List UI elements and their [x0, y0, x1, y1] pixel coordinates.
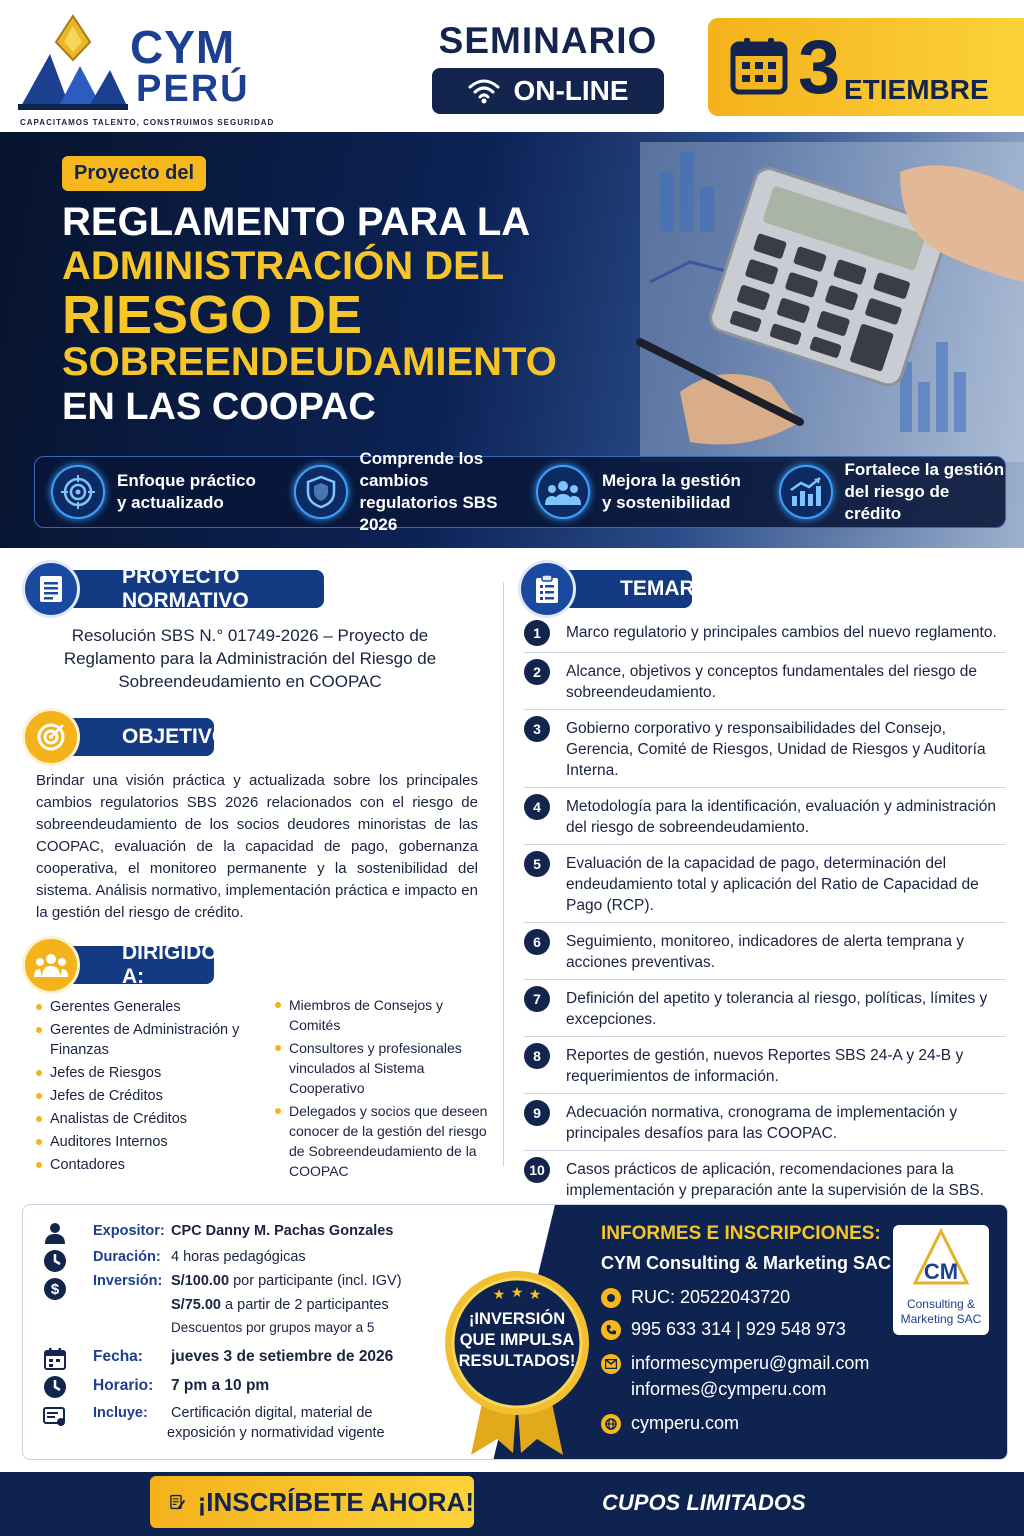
inversion-row2 [171, 1297, 389, 1313]
cm-logo-text [893, 1297, 989, 1327]
register-now-label[interactable]: ¡INSCRÍBETE AHORA! [197, 1486, 474, 1517]
cym-peru-logo[interactable] [18, 12, 275, 130]
ruc-row [601, 1287, 790, 1308]
temario-item [524, 661, 1006, 710]
list-item: Contadores [34, 1155, 262, 1175]
resolucion-text [40, 624, 460, 693]
duracion-label: Duración: [93, 1249, 161, 1265]
cm-logo-letters: CM [923, 1259, 959, 1284]
phone-icon [601, 1320, 621, 1340]
email-row[interactable] [601, 1353, 869, 1374]
expositor-row [93, 1223, 393, 1239]
feature-2-line1: Comprende los cambios [359, 449, 484, 490]
proyecto-section-header [52, 565, 324, 612]
resolucion-line1: Resolución SBS N.° 01749-2026 – Proyecto de [71, 626, 429, 645]
logo-mark-icon [18, 12, 128, 112]
event-date-box [708, 18, 1024, 116]
temario-text: Definición del apetito y tolerancia al riesgo, políticas, límites y excepciones. [566, 990, 988, 1028]
temario-number: 3 [524, 716, 550, 742]
people-icon [22, 936, 80, 994]
fecha-row [93, 1348, 393, 1366]
badge-line1: ¡INVERSIÓN [468, 1310, 566, 1328]
list-item: Auditores Internos [34, 1132, 262, 1152]
list-item: Consultores y profesionales vinculados al Sistema Cooperativo [273, 1038, 495, 1098]
phone-numbers[interactable]: 995 633 314 | 929 548 973 [631, 1319, 846, 1339]
fecha-label: Fecha: [93, 1348, 143, 1365]
inversion-label: Inversión: [93, 1273, 163, 1289]
feature-2-line2: regulatorios SBS 2026 [359, 493, 498, 534]
person-icon [43, 1221, 67, 1245]
ruc-value: RUC: 20522043720 [631, 1287, 791, 1307]
globe-icon [601, 1414, 621, 1434]
temario-number: 9 [524, 1100, 550, 1126]
duracion-value: 4 horas pedagógicas [171, 1249, 306, 1265]
people-icon [536, 465, 590, 519]
incluye-line2: exposición y normatividad vigente [167, 1425, 385, 1441]
svg-text:★: ★ [510, 1284, 524, 1300]
incluye-row2 [167, 1425, 385, 1441]
temario-item [524, 718, 1006, 788]
event-type: SEMINARIO [438, 20, 658, 61]
cm-logo-line1: Consulting & [906, 1297, 976, 1311]
temario-item [524, 622, 1006, 653]
feature-item [35, 457, 278, 527]
badge-line2: QUE IMPULSA [459, 1331, 575, 1349]
list-item: Miembros de Consejos y Comités [273, 995, 495, 1035]
duracion-row [93, 1249, 306, 1265]
fecha-value: jueves 3 de setiembre de 2026 [171, 1348, 394, 1365]
badge-line3: RESULTADOS! [458, 1352, 576, 1370]
incluye-label: Incluye: [93, 1405, 148, 1421]
list-item: Delegados y socios que deseen conocer de la gestión del riesgo de Sobreendeudamiento de la COOPAC [273, 1101, 495, 1181]
event-info-panel [22, 1204, 1008, 1460]
temario-number: 7 [524, 986, 550, 1012]
clipboard-icon [518, 560, 576, 618]
list-item: Analistas de Créditos [34, 1109, 262, 1129]
horario-row [93, 1377, 269, 1395]
wifi-icon [467, 78, 501, 104]
document-icon [22, 560, 80, 618]
column-divider [503, 582, 504, 1166]
hero-title-line5: EN LAS COOPAC [62, 386, 376, 428]
hero-banner [0, 132, 1024, 548]
inversion-price1: S/100.00 [171, 1273, 230, 1289]
inversion-price2: S/75.00 [171, 1297, 221, 1313]
dirigido-list-col2 [273, 995, 495, 1184]
temario-item [524, 853, 1006, 923]
feature-1-line2: y actualizado [117, 493, 224, 512]
website[interactable]: cymperu.com [631, 1413, 740, 1433]
expositor-value: CPC Danny M. Pachas Gonzales [171, 1223, 394, 1239]
temario-number: 8 [524, 1043, 550, 1069]
temario-text: Alcance, objetivos y conceptos fundamentales del riesgo de sobreendeudamiento. [566, 663, 977, 701]
list-item: Jefes de Riesgos [34, 1063, 262, 1083]
feature-item [520, 457, 763, 527]
growth-chart-icon [779, 465, 833, 519]
temario-list [524, 622, 1006, 1215]
horario-label: Horario: [93, 1377, 154, 1394]
temario-number: 10 [524, 1157, 550, 1183]
incluye-row [93, 1405, 372, 1421]
list-item: Gerentes Generales [34, 997, 262, 1017]
clock-icon [43, 1375, 67, 1399]
svg-text:$: $ [50, 1281, 60, 1298]
temario-number: 2 [524, 659, 550, 685]
edit-form-icon [170, 1485, 186, 1519]
header [0, 0, 1024, 132]
feature-4-line1: Fortalece la gestión [844, 460, 1005, 479]
event-mode: ON-LINE [513, 75, 629, 106]
feature-3-line2: y sostenibilidad [602, 493, 731, 512]
calendar-icon [43, 1347, 67, 1371]
feature-item [278, 449, 521, 534]
temario-text: Seguimiento, monitoreo, indicadores de alerta temprana y acciones preventivas. [566, 933, 965, 971]
date-month: ETIEMBRE [844, 74, 989, 105]
temario-item [524, 1045, 1006, 1094]
online-badge [432, 68, 664, 114]
shield-icon [294, 465, 348, 519]
seminario-block [430, 20, 666, 114]
inversion-desc2: a partir de 2 participantes [225, 1297, 389, 1313]
email-secondary[interactable]: informes@cymperu.com [631, 1379, 827, 1399]
calculator-hands-illustration [600, 132, 1024, 462]
logo-tagline: CAPACITAMOS TALENTO, CONSTRUIMOS SEGURIDAD [20, 118, 275, 127]
temario-item [524, 796, 1006, 845]
temario-number: 4 [524, 794, 550, 820]
contact-title: INFORMES E INSCRIPCIONES: [601, 1223, 881, 1244]
temario-number: 5 [524, 851, 550, 877]
clock-icon [43, 1249, 67, 1273]
proyecto-title: PROYECTO NORMATIVO [122, 565, 249, 612]
hero-pill: Proyecto del [62, 156, 206, 191]
cym-consulting-logo [893, 1225, 989, 1335]
temario-number: 1 [524, 620, 550, 646]
list-item: Gerentes de Administración y Finanzas [34, 1020, 262, 1060]
temario-text: Adecuación normativa, cronograma de implementación y principales desafíos para las COOPAC. [566, 1104, 958, 1142]
list-item: Jefes de Créditos [34, 1086, 262, 1106]
incluye-line1: Certificación digital, material de [171, 1405, 373, 1421]
cm-logo-line2: Marketing SAC [900, 1312, 982, 1326]
feature-item [763, 457, 1006, 527]
logo-name-top: CYM [130, 21, 236, 73]
target-icon [51, 465, 105, 519]
email-row-2[interactable] [631, 1379, 826, 1400]
horario-value: 7 pm a 10 pm [171, 1377, 270, 1394]
objetivos-title: OBJETIVOS [122, 725, 243, 748]
dollar-icon [43, 1277, 67, 1301]
register-now-button[interactable] [150, 1476, 474, 1528]
feature-strip [34, 449, 1006, 534]
date-number: 3 [798, 25, 841, 110]
footer [0, 1472, 1024, 1536]
resolucion-line2: Reglamento para la Administración del Riesgo de [63, 649, 437, 668]
email-primary[interactable]: informescymperu@gmail.com [631, 1353, 870, 1373]
resolucion-line3: Sobreendeudamiento en COOPAC [118, 672, 382, 691]
svg-text:★: ★ [492, 1286, 506, 1302]
temario-item [524, 931, 1006, 980]
mail-icon [601, 1354, 621, 1374]
hero-title-line2: ADMINISTRACIÓN DEL [62, 244, 505, 288]
temario-text: Casos prácticos de aplicación, recomendaciones para la implementación y preparación ante la supervisión de la SBS. [566, 1161, 984, 1199]
temario-item [524, 1159, 1006, 1207]
temario-item [524, 988, 1006, 1037]
temario-title: TEMARIO [620, 577, 717, 600]
temario-number: 6 [524, 929, 550, 955]
inversion-row [93, 1273, 402, 1289]
logo-name-bottom: PERÚ [136, 68, 250, 110]
inversion-desc3: Descuentos por grupos mayor a 5 [171, 1320, 375, 1335]
temario-text: Metodología para la identificación, evaluación y administración del riesgo de sobreendeudamiento. [566, 798, 996, 836]
feature-4-line2: del riesgo de crédito [844, 482, 950, 523]
inversion-desc1: por participante (incl. IGV) [233, 1273, 402, 1289]
feature-3-line1: Mejora la gestión [602, 471, 741, 490]
dirigido-list-col1 [34, 997, 262, 1178]
phone-row[interactable] [601, 1319, 846, 1340]
temario-text: Reportes de gestión, nuevos Reportes SBS 24-A y 24-B y requerimientos de información. [566, 1047, 964, 1085]
dirigido-title: DIRIGIDO A: [122, 941, 218, 988]
temario-text: Evaluación de la capacidad de pago, determinación del endeudamiento total y aplicación del Ratio de Capacidad de Pago (RCP). [566, 855, 979, 914]
id-badge-icon [601, 1288, 621, 1308]
certificate-icon [43, 1405, 67, 1429]
feature-1-line1: Enfoque práctico [117, 471, 256, 490]
hero-title-line4: SOBREENDEUDAMIENTO [62, 340, 557, 384]
target-icon [22, 708, 80, 766]
contact-company: CYM Consulting & Marketing SAC [601, 1253, 892, 1273]
temario-text: Gobierno corporativo y responsaibilidades del Consejo, Gerencia, Comité de Riesgos, Unidad de Riesgos y Auditoría Interna. [566, 720, 986, 779]
hero-title-line1: REGLAMENTO PARA LA [62, 200, 531, 244]
expositor-label: Expositor: [93, 1223, 165, 1239]
investment-badge [441, 1269, 593, 1457]
badge-text [441, 1309, 593, 1372]
cm-logo-mark-icon [893, 1225, 989, 1297]
objetivos-text: Brindar una visión práctica y actualizada sobre los principales cambios regulatorios SBS 2026 relacionados con el riesgo de sobreendeudamiento de los socios deudores minoristas de las COOPAC, evaluación de la capacidad de pago, gobernanza cooperativa, el monitoreo permanente y la sostenibilidad del sistema. Análisis normativo, implementación práctica e impacto en la gestión del riesgo de crédito. [36, 772, 478, 921]
hero-title-line3: RIESGO DE [62, 285, 363, 345]
temario-text: Marco regulatorio y principales cambios del nuevo reglamento. [566, 624, 997, 641]
inversion-row3 [171, 1320, 374, 1335]
limited-seats-note: CUPOS LIMITADOS [602, 1490, 806, 1515]
calendar-icon [730, 36, 788, 96]
svg-text:★: ★ [528, 1286, 542, 1302]
web-row[interactable] [601, 1413, 739, 1434]
temario-item [524, 1102, 1006, 1151]
